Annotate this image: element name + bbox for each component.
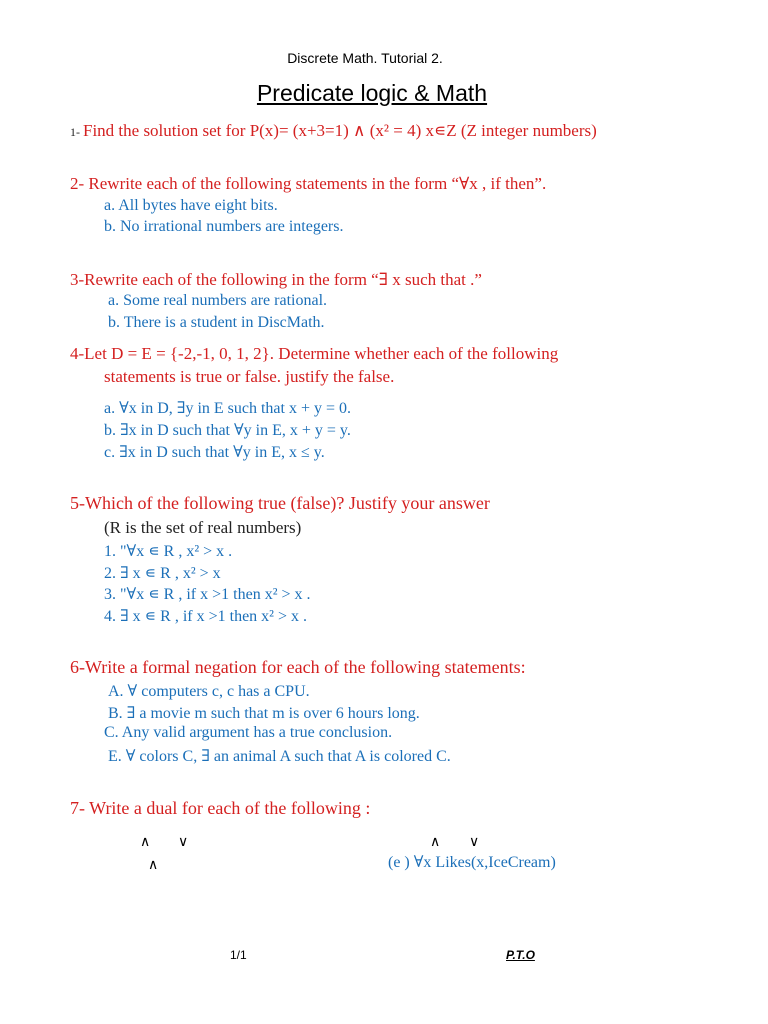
question-6-item-b: B. ∃ a movie m such that m is over 6 hours long. bbox=[108, 705, 420, 722]
question-5-item-3: 3. "∀x ∊ R , if x >1 then x² > x . bbox=[104, 586, 311, 603]
or-symbol-1: ∨ bbox=[178, 835, 189, 850]
pto-label: P.T.O bbox=[506, 948, 535, 962]
question-6-item-a: A. ∀ computers c, c has a CPU. bbox=[108, 683, 310, 700]
page-title: Predicate logic & Math bbox=[256, 80, 488, 106]
question-7-item-e: (e ) ∀x Likes(x,IceCream) bbox=[388, 854, 556, 871]
question-5-item-4: 4. ∃ x ∊ R , if x >1 then x² > x . bbox=[104, 608, 307, 625]
question-4-item-c: c. ∃x in D such that ∀y in E, x ≤ y. bbox=[104, 444, 325, 461]
question-5-item-1: 1. "∀x ∊ R , x² > x . bbox=[104, 543, 233, 560]
question-5-item-2: 2. ∃ x ∊ R , x² > x bbox=[104, 565, 221, 582]
question-3-text: 3-Rewrite each of the following in the form “∃ x such that .” bbox=[70, 270, 482, 289]
question-4-line-1: 4-Let D = E = {-2,-1, 0, 1, 2}. Determine whether each of the following bbox=[70, 344, 559, 363]
question-3-item-a: a. Some real numbers are rational. bbox=[108, 292, 328, 309]
question-2-text: 2- Rewrite each of the following statements in the form “∀x , if then”. bbox=[70, 174, 547, 193]
question-4-item-a: a. ∀x in D, ∃y in E such that x + y = 0. bbox=[104, 400, 352, 417]
question-6-text: 6-Write a formal negation for each of the following statements: bbox=[70, 657, 526, 677]
question-1-text: Find the solution set for P(x)= (x+3=1) ∧ (x² = 4) x∊Z (Z integer numbers) bbox=[83, 121, 597, 140]
question-1-number: 1- bbox=[70, 125, 83, 139]
or-symbol-2: ∨ bbox=[469, 835, 480, 850]
question-6-item-e: E. ∀ colors C, ∃ an animal A such that A is colored C. bbox=[108, 748, 451, 765]
course-heading: Discrete Math. Tutorial 2. bbox=[287, 50, 443, 66]
question-5-text: 5-Which of the following true (false)? Justify your answer bbox=[70, 493, 490, 513]
page-number: 1/1 bbox=[230, 948, 247, 962]
question-7-text: 7- Write a dual for each of the following : bbox=[70, 798, 371, 818]
and-symbol-1: ∧ bbox=[140, 835, 151, 850]
question-5-note: (R is the set of real numbers) bbox=[104, 518, 302, 537]
question-2-item-a: a. All bytes have eight bits. bbox=[104, 197, 278, 214]
question-2-item-b: b. No irrational numbers are integers. bbox=[104, 218, 344, 235]
and-symbol-2: ∧ bbox=[148, 858, 159, 873]
question-1 bbox=[70, 121, 597, 141]
question-4-item-b: b. ∃x in D such that ∀y in E, x + y = y. bbox=[104, 422, 351, 439]
question-3-item-b: b. There is a student in DiscMath. bbox=[108, 314, 325, 331]
question-4-line-2: statements is true or false. justify the false. bbox=[104, 367, 395, 386]
and-symbol-3: ∧ bbox=[430, 835, 441, 850]
question-6-item-c: C. Any valid argument has a true conclusion. bbox=[104, 724, 393, 741]
